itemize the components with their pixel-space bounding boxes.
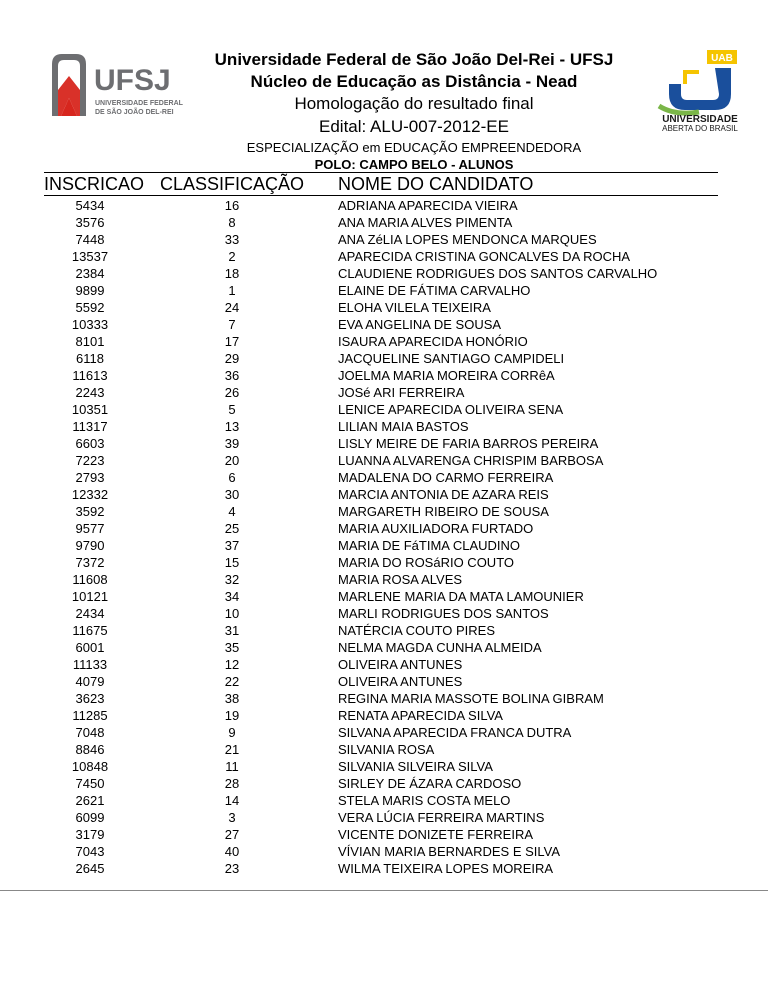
cell-inscricao: 12332 <box>71 487 109 502</box>
cell-classificacao: 34 <box>224 589 240 604</box>
cell-classificacao: 25 <box>224 521 240 536</box>
cell-inscricao: 2645 <box>75 861 105 876</box>
table-row <box>0 690 768 707</box>
cell-nome: LUANNA ALVARENGA CHRISPIM BARBOSA <box>338 453 604 468</box>
cell-nome: ELAINE DE FÁTIMA CARVALHO <box>338 283 531 298</box>
cell-inscricao: 11613 <box>72 368 108 383</box>
cell-inscricao: 11317 <box>72 419 108 434</box>
table-row <box>0 452 768 469</box>
cell-nome: NELMA MAGDA CUNHA ALMEIDA <box>338 640 542 655</box>
cell-classificacao: 15 <box>224 555 240 570</box>
results-table <box>0 197 768 877</box>
university-title: Universidade Federal de São João Del-Rei - UFSJ <box>214 50 614 69</box>
table-row <box>0 265 768 282</box>
cell-classificacao: 1 <box>228 283 236 298</box>
cell-classificacao: 10 <box>224 606 240 621</box>
cell-nome: OLIVEIRA ANTUNES <box>338 657 463 672</box>
table-row <box>0 826 768 843</box>
cell-nome: MARGARETH RIBEIRO DE SOUSA <box>338 504 549 519</box>
cell-classificacao: 8 <box>228 215 236 230</box>
cell-inscricao: 9790 <box>75 538 105 553</box>
cell-inscricao: 8101 <box>75 334 105 349</box>
cell-inscricao: 10121 <box>71 589 109 604</box>
cell-inscricao: 5434 <box>75 198 105 213</box>
cell-nome: STELA MARIS COSTA MELO <box>338 793 511 808</box>
table-row <box>0 520 768 537</box>
cell-inscricao: 2793 <box>75 470 105 485</box>
table-row <box>0 622 768 639</box>
cell-classificacao: 4 <box>228 504 236 519</box>
table-row <box>0 418 768 435</box>
table-row <box>0 775 768 792</box>
cell-nome: MARIA DE FáTIMA CLAUDINO <box>338 538 521 553</box>
cell-classificacao: 2 <box>228 249 236 264</box>
cell-inscricao: 11133 <box>72 657 108 672</box>
cell-nome: OLIVEIRA ANTUNES <box>338 674 463 689</box>
uab-logo-line2: ABERTA DO BRASIL <box>662 124 738 132</box>
table-row <box>0 367 768 384</box>
table-row <box>0 673 768 690</box>
table-row <box>0 656 768 673</box>
course-name: ESPECIALIZAÇÃO em EDUCAÇÃO EMPREENDEDORA <box>246 140 582 155</box>
cell-nome: SIRLEY DE ÁZARA CARDOSO <box>338 776 522 791</box>
cell-nome: RENATA APARECIDA SILVA <box>338 708 503 723</box>
cell-nome: ANA MARIA ALVES PIMENTA <box>338 215 513 230</box>
table-row <box>0 503 768 520</box>
cell-inscricao: 6001 <box>75 640 105 655</box>
cell-nome: SILVANIA ROSA <box>338 742 435 757</box>
cell-classificacao: 7 <box>228 317 236 332</box>
cell-inscricao: 4079 <box>75 674 105 689</box>
header-divider <box>44 172 718 173</box>
cell-classificacao: 28 <box>224 776 240 791</box>
cell-inscricao: 3576 <box>75 215 105 230</box>
table-row <box>0 809 768 826</box>
table-row <box>0 588 768 605</box>
cell-classificacao: 30 <box>224 487 240 502</box>
cell-nome: SILVANIA SILVEIRA SILVA <box>338 759 493 774</box>
table-row <box>0 316 768 333</box>
cell-nome: VICENTE DONIZETE FERREIRA <box>338 827 534 842</box>
cell-classificacao: 38 <box>224 691 240 706</box>
polo-name: POLO: CAMPO BELO - ALUNOS <box>314 157 514 172</box>
cell-inscricao: 10848 <box>71 759 109 774</box>
cell-inscricao: 7448 <box>75 232 105 247</box>
cell-classificacao: 24 <box>224 300 240 315</box>
cell-inscricao: 7450 <box>75 776 105 791</box>
cell-classificacao: 13 <box>224 419 240 434</box>
cell-nome: SILVANA APARECIDA FRANCA DUTRA <box>338 725 572 740</box>
cell-inscricao: 7372 <box>75 555 105 570</box>
column-header-classificacao: CLASSIFICAÇÃO <box>160 174 305 194</box>
ufsj-logo-line2: DE SÃO JOÃO DEL-REI <box>95 109 174 116</box>
cell-nome: MARIA ROSA ALVES <box>338 572 463 587</box>
cell-classificacao: 19 <box>224 708 240 723</box>
cell-classificacao: 3 <box>228 810 236 825</box>
cell-nome: JOSé ARI FERREIRA <box>338 385 465 400</box>
cell-classificacao: 9 <box>228 725 236 740</box>
cell-nome: APARECIDA CRISTINA GONCALVES DA ROCHA <box>338 249 631 264</box>
cell-inscricao: 11675 <box>72 623 108 638</box>
cell-classificacao: 20 <box>224 453 240 468</box>
cell-inscricao: 7223 <box>75 453 105 468</box>
table-row <box>0 639 768 656</box>
table-row <box>0 333 768 350</box>
table-row <box>0 792 768 809</box>
cell-classificacao: 35 <box>224 640 240 655</box>
cell-inscricao: 9899 <box>75 283 105 298</box>
table-row <box>0 860 768 877</box>
cell-nome: ELOHA VILELA TEIXEIRA <box>338 300 491 315</box>
table-row <box>0 299 768 316</box>
cell-inscricao: 2243 <box>75 385 105 400</box>
table-row <box>0 384 768 401</box>
cell-classificacao: 18 <box>224 266 240 281</box>
cell-classificacao: 31 <box>224 623 240 638</box>
cell-nome: LENICE APARECIDA OLIVEIRA SENA <box>338 402 564 417</box>
cell-inscricao: 2434 <box>75 606 105 621</box>
cell-inscricao: 5592 <box>75 300 105 315</box>
uab-logo-line1: UNIVERSIDADE <box>662 114 738 125</box>
cell-nome: ANA ZéLIA LOPES MENDONCA MARQUES <box>338 232 597 247</box>
cell-inscricao: 3592 <box>75 504 105 519</box>
cell-classificacao: 26 <box>224 385 240 400</box>
cell-nome: VÍVIAN MARIA BERNARDES E SILVA <box>338 844 561 859</box>
cell-classificacao: 11 <box>225 759 239 774</box>
cell-nome: EVA ANGELINA DE SOUSA <box>338 317 502 332</box>
cell-nome: ISAURA APARECIDA HONÓRIO <box>338 334 528 349</box>
cell-inscricao: 7048 <box>75 725 105 740</box>
table-row <box>0 214 768 231</box>
table-row <box>0 469 768 486</box>
cell-nome: LISLY MEIRE DE FARIA BARROS PEREIRA <box>338 436 599 451</box>
cell-inscricao: 2384 <box>75 266 105 281</box>
cell-nome: JACQUELINE SANTIAGO CAMPIDELI <box>338 351 565 366</box>
table-row <box>0 537 768 554</box>
cell-classificacao: 36 <box>224 368 240 383</box>
ufsj-logo-name: UFSJ <box>94 64 171 97</box>
cell-inscricao: 6603 <box>75 436 105 451</box>
cell-classificacao: 32 <box>224 572 240 587</box>
table-row <box>0 707 768 724</box>
cell-nome: MARIA DO ROSáRIO COUTO <box>338 555 515 570</box>
cell-inscricao: 2621 <box>75 793 105 808</box>
nucleus-title: Núcleo de Educação as Distância - Nead <box>250 72 578 91</box>
cell-classificacao: 17 <box>224 334 240 349</box>
cell-inscricao: 8846 <box>75 742 105 757</box>
cell-inscricao: 13537 <box>71 249 109 264</box>
cell-classificacao: 23 <box>224 861 240 876</box>
cell-inscricao: 11285 <box>72 708 108 723</box>
cell-nome: CLAUDIENE RODRIGUES DOS SANTOS CARVALHO <box>338 266 658 281</box>
cell-classificacao: 27 <box>224 827 240 842</box>
edital-number: Edital: ALU-007-2012-EE <box>319 117 509 136</box>
table-row <box>0 401 768 418</box>
table-row <box>0 741 768 758</box>
document-title: Homologação do resultado final <box>294 94 534 113</box>
cell-nome: REGINA MARIA MASSOTE BOLINA GIBRAM <box>338 691 604 706</box>
cell-classificacao: 37 <box>224 538 240 553</box>
page-bottom-divider <box>0 890 768 891</box>
table-row <box>0 605 768 622</box>
cell-classificacao: 29 <box>224 351 240 366</box>
table-row <box>0 843 768 860</box>
cell-classificacao: 21 <box>224 742 240 757</box>
cell-inscricao: 11608 <box>72 572 108 587</box>
cell-classificacao: 16 <box>224 198 240 213</box>
cell-nome: NATÉRCIA COUTO PIRES <box>338 623 495 638</box>
cell-inscricao: 3623 <box>75 691 105 706</box>
table-row <box>0 435 768 452</box>
cell-nome: JOELMA MARIA MOREIRA CORRêA <box>338 368 555 383</box>
ufsj-logo-line1: UNIVERSIDADE FEDERAL <box>95 100 183 107</box>
table-row <box>0 231 768 248</box>
cell-classificacao: 33 <box>224 232 240 247</box>
table-row <box>0 350 768 367</box>
cell-classificacao: 40 <box>224 844 240 859</box>
column-header-divider <box>44 195 718 196</box>
cell-classificacao: 14 <box>224 793 240 808</box>
column-header-nome: NOME DO CANDIDATO <box>338 174 534 194</box>
table-row <box>0 571 768 588</box>
cell-inscricao: 7043 <box>75 844 105 859</box>
cell-nome: WILMA TEIXEIRA LOPES MOREIRA <box>338 861 554 876</box>
table-row <box>0 758 768 775</box>
cell-inscricao: 3179 <box>75 827 105 842</box>
uab-logo-name: UAB <box>711 53 733 64</box>
cell-classificacao: 12 <box>224 657 240 672</box>
cell-nome: MARCIA ANTONIA DE AZARA REIS <box>338 487 549 502</box>
table-row <box>0 554 768 571</box>
table-row <box>0 197 768 214</box>
cell-classificacao: 39 <box>224 436 240 451</box>
cell-nome: MARLI RODRIGUES DOS SANTOS <box>338 606 549 621</box>
cell-classificacao: 22 <box>224 674 240 689</box>
cell-classificacao: 5 <box>228 402 236 417</box>
cell-inscricao: 10333 <box>71 317 109 332</box>
cell-inscricao: 9577 <box>75 521 105 536</box>
cell-nome: MARLENE MARIA DA MATA LAMOUNIER <box>338 589 584 604</box>
cell-inscricao: 6099 <box>75 810 105 825</box>
table-row <box>0 282 768 299</box>
cell-nome: MADALENA DO CARMO FERREIRA <box>338 470 554 485</box>
cell-nome: LILIAN MAIA BASTOS <box>338 419 469 434</box>
table-row <box>0 486 768 503</box>
cell-inscricao: 6118 <box>76 351 104 366</box>
column-header-inscricao: INSCRICAO <box>44 174 145 194</box>
table-row <box>0 248 768 265</box>
table-row <box>0 724 768 741</box>
cell-classificacao: 6 <box>228 470 236 485</box>
cell-inscricao: 10351 <box>71 402 109 417</box>
cell-nome: ADRIANA APARECIDA VIEIRA <box>338 198 518 213</box>
cell-nome: VERA LÚCIA FERREIRA MARTINS <box>338 810 545 825</box>
cell-nome: MARIA AUXILIADORA FURTADO <box>338 521 534 536</box>
